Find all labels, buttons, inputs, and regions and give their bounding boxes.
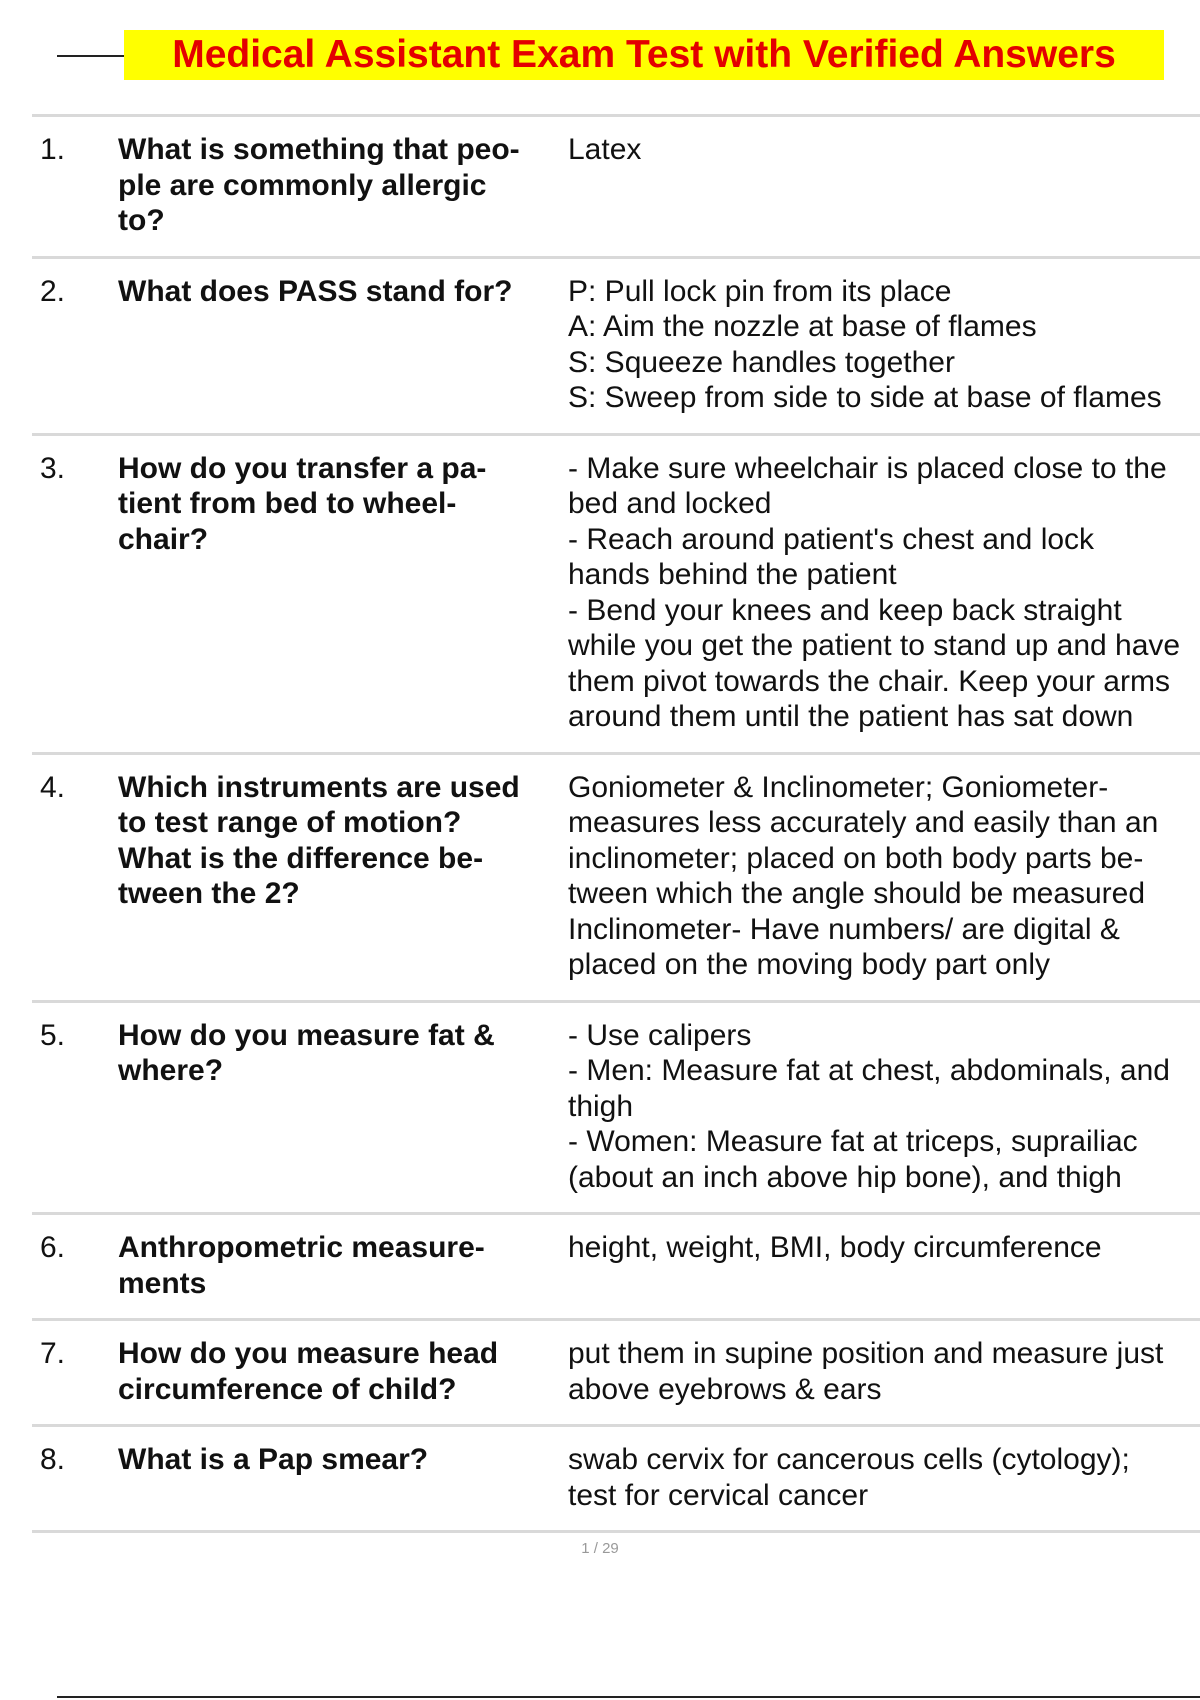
item-number: 3. [40,451,66,485]
item-number: 8. [40,1443,66,1476]
footer-rule [57,1696,1200,1698]
item-number: 2. [40,274,66,308]
question-text: What is a Pap smear? [118,1443,429,1476]
answer-text: - Make sure wheelchair is placed close to the bed and locked - Reach around patient's chest and lock hands behind the patient - Bend your knees and keep back straight while you get the patient to stand up and have them pivot towards the chair. Keep your arms around them until the patient has sat down [568,451,1181,733]
qa-row [32,1318,1200,1424]
answer-text: swab cervix for cancerous cells (cytology); test for cervical cancer [568,1443,1130,1512]
question-text: How do you measure head circumference of child? [118,1337,499,1406]
qa-row [32,114,1200,256]
question-text: How do you transfer a pa- tient from bed to wheel- chair? [118,451,487,556]
qa-table [32,114,1200,1533]
qa-row [32,752,1200,1000]
answer-text: - Use calipers - Men: Measure fat at chest, abdominals, and thigh - Women: Measure fat at triceps, suprailiac (about an inch above hip bone), and thigh [568,1018,1170,1194]
question-text: What does PASS stand for? [118,274,513,308]
question-text: How do you measure fat & where? [118,1018,495,1087]
answer-text: put them in supine position and measure just above eyebrows & ears [568,1337,1164,1406]
item-number: 5. [40,1018,66,1052]
question-text: Which instruments are used to test range of motion? What is the difference be- tween the 2? [118,770,520,910]
question-text: Anthropometric measure- ments [118,1231,485,1300]
item-number: 7. [40,1337,66,1370]
answer-text: Latex [568,133,642,166]
qa-row [32,1000,1200,1213]
item-number: 1. [40,133,66,166]
title-bar [57,30,1142,80]
item-number: 6. [40,1231,66,1264]
qa-row [32,1424,1200,1533]
qa-row [32,256,1200,433]
document-title: Medical Assistant Exam Test with Verified Answers [124,30,1164,80]
qa-row [32,1212,1200,1318]
answer-text: P: Pull lock pin from its place A: Aim the nozzle at base of flames S: Squeeze handles together S: Sweep from side to side at base of flames [568,274,1162,414]
answer-text: Goniometer & Inclinometer; Goniometer- measures less accurately and easily than an inclinometer; placed on both body parts be- tween which the angle should be measured Inclinometer- Have numbers/ are digital & placed on the moving body part only [568,770,1159,981]
item-number: 4. [40,770,66,804]
answer-text: height, weight, BMI, body circumference [568,1231,1102,1264]
question-text: What is something that peo- ple are commonly allergic to? [118,133,520,237]
page-indicator: 1 / 29 [581,1540,619,1557]
qa-row [32,433,1200,752]
